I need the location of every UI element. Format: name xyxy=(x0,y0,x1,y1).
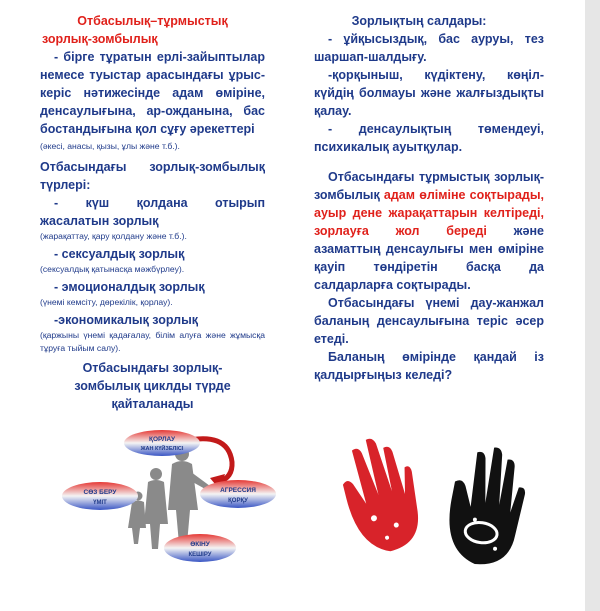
type-sexual-note: (сексуалдық қатынасқа мәжбүрлеу). xyxy=(40,264,185,274)
type-emotional-note: (үнемі кемсіту, дөрекілік, қорлау). xyxy=(40,297,173,307)
violence-cycle-diagram xyxy=(60,424,280,569)
consequence-2: -қорқыныш, күдіктену, көңіл-күйдің болмауы және жалғыздықты қалау. xyxy=(314,68,544,118)
cycle-left-label: СӨЗ БЕРУ xyxy=(83,489,117,496)
left-column xyxy=(40,12,265,413)
right-column xyxy=(314,12,544,384)
cycle-bottom-sublabel: КЕШІРУ xyxy=(188,552,212,558)
consequence-1: - ұйқысыздық, бас ауруы, тез шаршап-шалдығу. xyxy=(314,32,544,64)
paragraph-danger: Отбасындағы тұрмыстық зорлық-зомбылық адам өліміне соқтырады, ауыр дене жарақаттарын келтіреді, зорлауға жол береді және азаматтың денсаулығы мен өміріне қауіп төндіретін басқа да салдарларға соқтырады. xyxy=(314,170,544,292)
cycle-node-top xyxy=(124,430,200,456)
cycle-bottom-label: ӨКІНУ xyxy=(190,541,210,548)
types-heading: Отбасындағы зорлық-зомбылық түрлері: xyxy=(40,160,265,192)
type-economic-note: (қаржыны үнемі қадағалау, білім алуға және жұмысқа тұруға тыйым салу). xyxy=(40,330,265,353)
type-emotional: - эмоционалдық зорлық xyxy=(54,280,205,294)
black-handprint-icon xyxy=(443,442,531,569)
type-physical-note: (жарақаттау, қару қолдану және т.б.). xyxy=(40,231,187,241)
red-handprint-icon xyxy=(334,431,430,559)
title-line-1: Отбасылық–тұрмыстық xyxy=(77,14,228,28)
definition-text: - бірге тұратын ерлі-зайыптылар немесе туыстар арасындағы ұрыс-керіс нәтижесінде адам өміріне, денсаулығына, ар-ожданына, бас бостандығына қол сұғу әрекеттері xyxy=(40,50,265,136)
paragraph-danger-highlight: адам өліміне соқтырады, ауыр дене жарақаттарын келтіреді, зорлауға жол береді xyxy=(314,188,544,238)
cycle-heading: Отбасындағы зорлық-зомбылық циклды түрде қайталанады xyxy=(74,361,231,411)
type-physical: - күш қолдана отырып жасалатын зорлық xyxy=(40,196,265,228)
cycle-node-left xyxy=(62,482,138,510)
family-silhouette xyxy=(128,447,210,549)
cycle-node-bottom xyxy=(164,534,236,562)
consequences-heading: Зорлықтың салдары: xyxy=(351,14,487,28)
consequence-3: - денсаулықтың төмендеуі, психикалық ауытқулар. xyxy=(314,122,544,154)
type-economic: -экономикалық зорлық xyxy=(54,313,199,327)
paragraph-child-health: Отбасындағы үнемі дау-жанжал баланың денсаулығына теріс әсер етеді. xyxy=(314,296,544,346)
handprints-image xyxy=(318,422,534,572)
title-line-2: зорлық-зомбылық xyxy=(42,32,158,46)
cycle-top-label: ҚОРЛАУ xyxy=(149,436,175,443)
cycle-right-label: АГРЕССИЯ xyxy=(220,487,256,494)
cycle-right-sublabel: ҚОРҚУ xyxy=(228,498,248,504)
page-edge xyxy=(585,0,600,611)
type-sexual: - сексуалдық зорлық xyxy=(54,247,185,261)
cycle-node-right xyxy=(200,480,276,508)
paragraph-question: Баланың өмірінде қандай із қалдырғыңыз келеді? xyxy=(314,350,544,382)
cycle-left-sublabel: ҮМІТ xyxy=(93,500,107,506)
cycle-top-sublabel: ЖАН КҮЙЗЕЛІСІ xyxy=(140,446,184,452)
definition-note: (әкесі, анасы, қызы, ұлы және т.б.). xyxy=(40,141,180,151)
